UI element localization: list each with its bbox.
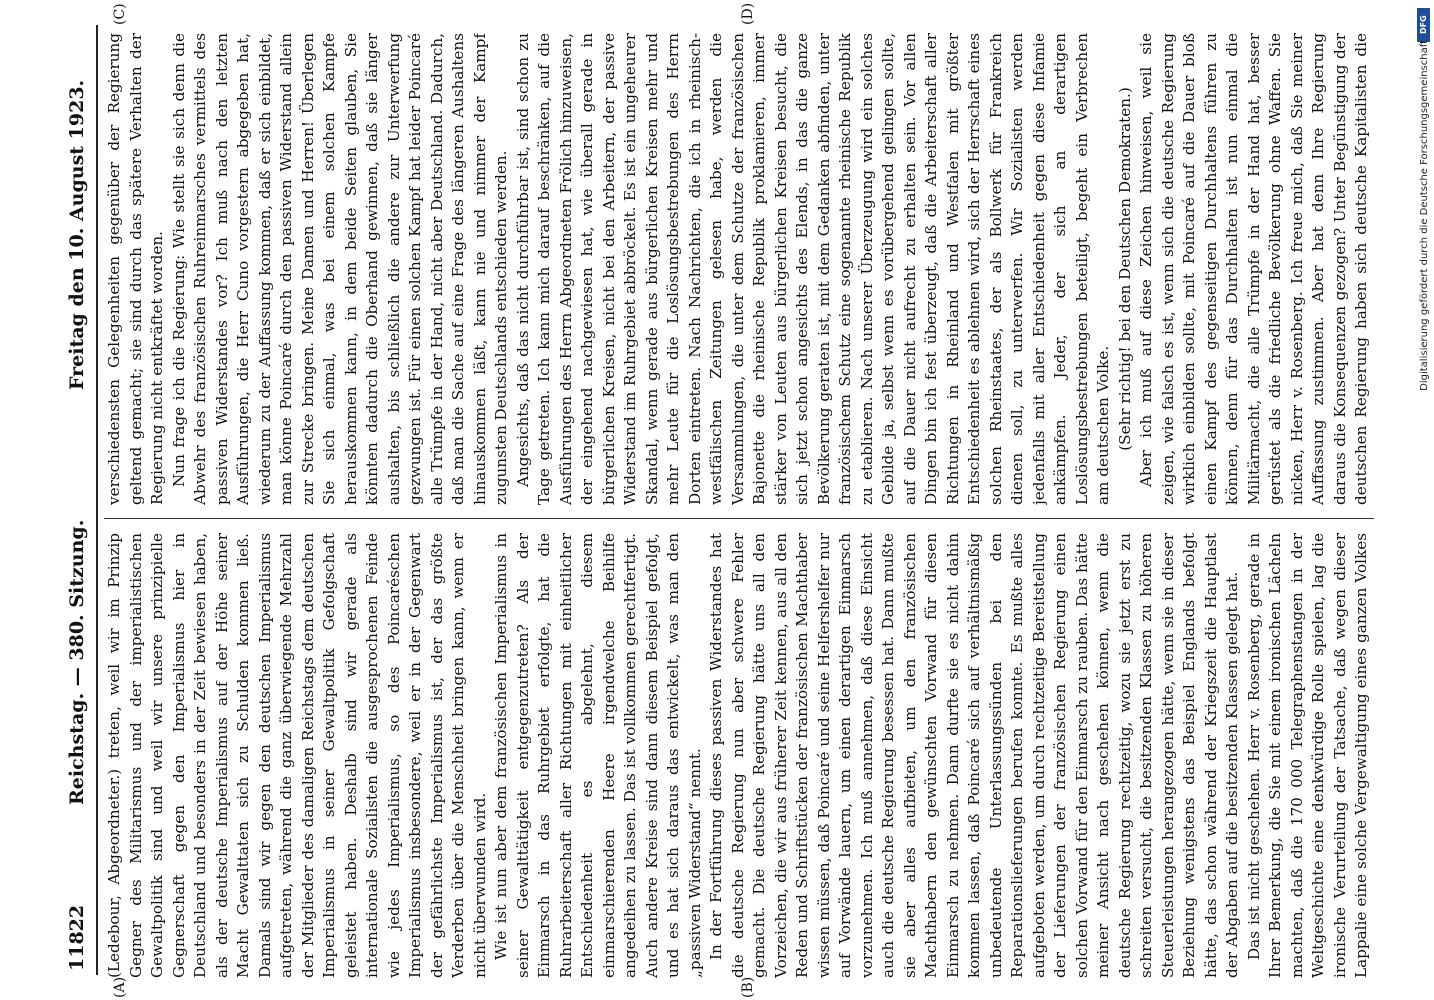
paragraph: Nun frage ich die Regierung: Wie stellt sie sich denn die Abwehr des französischen Ruhreinmarsches vermittels des passiven Widerstandes vor? Ich muß nach den letzten Ausführungen, die Herr Cuno vorgestern abgegeben hat, wiederum zu der Auffassung kommen, daß er sich einbildet, man könne Poincaré durch den passiven Widerstand allein zur Strecke bringen. Meine Damen und Herren! Überlegen Sie sich einmal, was bei einem solchen Kampfe herauskommen kann, in dem beide Seiten glauben, Sie könnten dadurch die Oberhand gewinnen, daß sie länger aushalten, bis schließlich die andere zur Unterwerfung gezwungen ist. Für einen solchen Kampf hat leider Poincaré alle Trümpfe in der Hand, nicht aber Deutschland. Dadurch, daß man die Sache auf eine Frage des längeren Aushaltens hinauskommen läßt, kann nie und nimmer der Kampf zugunsten Deutschlands entschieden werden.	[169, 33, 510, 505]
margin-marker-a: (A)	[112, 976, 128, 998]
session-title: Reichstag. — 380. Sitzung.	[66, 519, 88, 805]
interjection: (Sehr richtig! bei den Deutschen Demokraten.)	[1115, 87, 1134, 451]
dfg-logo: DFG	[1417, 8, 1430, 42]
right-column	[104, 33, 1374, 505]
paragraph: Angesichts, daß das nicht durchführbar ist, sind schon zu Tage getreten. Ich kann mich darauf beschränken, auf die Ausführungen des Herrn Abgeordneten Frölich hinzuweisen, der eingehend nachgewiesen hat, wie überall gerade in bürgerlichen Kreisen, nicht bei den Arbeitern, der passive Widerstand im Ruhrgebiet abbröckelt. Es ist ein ungeheurer Skandal, wenn gerade aus bürgerlichen Kreisen mehr und mehr Leute für die Loslösungsbestrebungen des Herrn Dorten eintreten. Nach Nachrichten, die ich in rheinisch-westfälischen Zeitungen gelesen habe, werden die Versammlungen, die unter dem Schutze der französischen Bajonette die rheinische Republik proklamieren, immer stärker von Leuten aus bürgerlichen Kreisen besucht, die sich jetzt schon angesichts des Elends, in das die ganze Bevölkerung geraten ist, mit dem Gedanken abfinden, unter französischem Schutz eine sogenannte rheinische Republik zu etablieren. Nach unserer Überzeugung wird ein solches Gebilde ja, selbst wenn es vorübergehend gelingen sollte, auf die Dauer nicht aufrecht zu erhalten sein. Vor allen Dingen bin ich fest überzeugt, daß die Arbeiterschaft aller Richtungen in Rheinland und Westfalen mit größter Entschiedenheit es ablehnen wird, sich der Herrschaft eines solchen Rheinstaates, der als Bollwerk für Frankreich dienen soll, zu unterwerfen. Wir Sozialisten werden jedenfalls mit aller Entschiedenheit gegen diese Infamie ankämpfen. Jeder, der sich an derartigen Loslösungsbestrebungen beteiligt, begeht ein Verbrechen am deutschen Volke.	[513, 33, 1112, 505]
column-divider	[104, 518, 1374, 519]
left-column	[104, 533, 1374, 978]
paragraph: verschiedensten Gelegenheiten gegenüber der Regierung geltend gemacht; sie sind durch das spätere Verhalten der Regierung nicht entkräftet worden.	[105, 33, 166, 505]
page-header	[60, 25, 98, 975]
margin-marker-b: (B)	[740, 976, 756, 998]
paragraph: Wie ist nun aber dem französischen Imperialismus in seiner Gewalttätigkeit entgegenzutreten? Als der Einmarsch in das Ruhrgebiet erfolgte, hat die Ruhrarbeiterschaft aller Richtungen mit einheitlicher Entschiedenheit es abgelehnt, diesem einmarschierenden Heere irgendwelche Beihilfe angedeihen zu lassen. Das ist vollkommen gerechtfertigt. Auch andere Kreise sind dann diesem Beispiel gefolgt, und es hat sich daraus das entwickelt, was man den „passiven Widerstand“ nennt.	[492, 533, 704, 978]
paragraph: Aber ich muß auf diese Zeichen hinweisen, weil sie zeigen, wie falsch es ist, wenn sich die deutsche Regierung wirklich einbilden sollte, mit Poincaré auf die Dauer bloß einen Kampf des gegenseitigen Durchhaltens führen zu können, denn für das Durchhalten ist nun einmal die Militärmacht, die alle Trümpfe in der Hand hat, besser gerüstet als die friedliche Bevölkerung ohne Waffen. Sie nicken, Herr v. Rosenberg. Ich freue mich, daß Sie meiner Auffassung zustimmen. Aber hat denn Ihre Regierung daraus die Konsequenzen gezogen? Unter Begünstigung der deutschen Regierung haben sich deutsche Kapitalisten die	[1137, 33, 1370, 505]
margin-marker-c: (C)	[112, 3, 128, 25]
date-title: Freitag den 10. August 1923.	[66, 79, 88, 390]
paragraph: In der Fortführung dieses passiven Widerstandes hat die deutsche Regierung nun aber schwere Fehler gemacht. Die deutsche Regierung hätte uns all den Vorzeichen, die wir aus früherer Zeit kennen, aus all den Reden und Schriftstücken der französischen Machthaber wissen müssen, daß Poincaré und seine Helfershelfer nur auf Vorwände lauern, um einen derartigen Einmarsch vorzunehmen. Ich muß annehmen, daß diese Einsicht auch die deutsche Regierung besessen hat. Dann mußte sie aber alles aufbieten, um den französischen Machthabern den gewünschten Vorwand für diesen Einmarsch zu nehmen. Dann durfte sie es nicht dahin kommen lassen, daß Poincaré sich auf verhältnismäßig unbedeutende Unterlassungssünden bei den Reparationslieferungen berufen konnte. Es mußte alles aufgeboten werden, um durch rechtzeitige Bereitstellung der Lieferungen der französischen Regierung einen solchen Vorwand für den Einmarsch zu rauben. Das hätte meiner Ansicht nach geschehen können, wenn die deutsche Regierung rechtzeitig, wozu sie jetzt erst zu schreiten versucht, die besitzenden Klassen zu höheren Steuerleistungen herangezogen hätte, wenn sie in dieser Beziehung wenigstens das Beispiel Englands befolgt hätte, das schon während der Kriegszeit die Hauptlast der Abgaben auf die besitzenden Klassen gelegt hat.	[707, 533, 1241, 978]
paragraph: Das ist nicht geschehen. Herr v. Rosenberg, gerade in Ihrer Bemerkung, die Sie mit einem ironischen Lächeln machten, daß die 170 000 Telegraphenstangen in der Weltgeschichte eine denkwürdige Rolle spielen, lag die ironische Verurteilung der Tatsache, daß wegen dieser Lappalie eine solche Vergewaltigung eines ganzen Volkes	[1244, 533, 1370, 978]
margin-marker-d: (D)	[740, 2, 756, 25]
paragraph: (Ledebour, Abgeordneter.) treten, weil wir im Prinzip Gegner des Militarismus und der imperialistischen Gewaltpolitik sind und weil wir unsere prinzipielle Gegnerschaft gegen den Imperialismus hier in Deutschland und besonders in der Zeit bewiesen haben, als der deutsche Imperialismus auf der Höhe seiner Macht Gewalttaten sich zu Schulden kommen ließ. Damals sind wir gegen den deutschen Imperialismus aufgetreten, während die ganz überwiegende Mehrzahl der Mitglieder des damaligen Reichstags dem deutschen Imperialismus in seiner Gewaltpolitik Gefolgschaft geleistet haben. Deshalb sind wir gerade als internationale Sozialisten die ausgesprochenen Feinde wie jedes Imperialismus, so des Poincaréschen Imperialismus insbesondere, weil er in der Gegenwart der gefährlichste Imperialismus ist, der das größte Verderben über die Menschheit bringen kann, wenn er nicht überwunden wird.	[105, 533, 489, 978]
digitization-credit: Digitalisierung gefördert durch die Deutsche Forschungsgemeinschaft	[1419, 40, 1430, 391]
page-number: 11822	[66, 904, 88, 971]
